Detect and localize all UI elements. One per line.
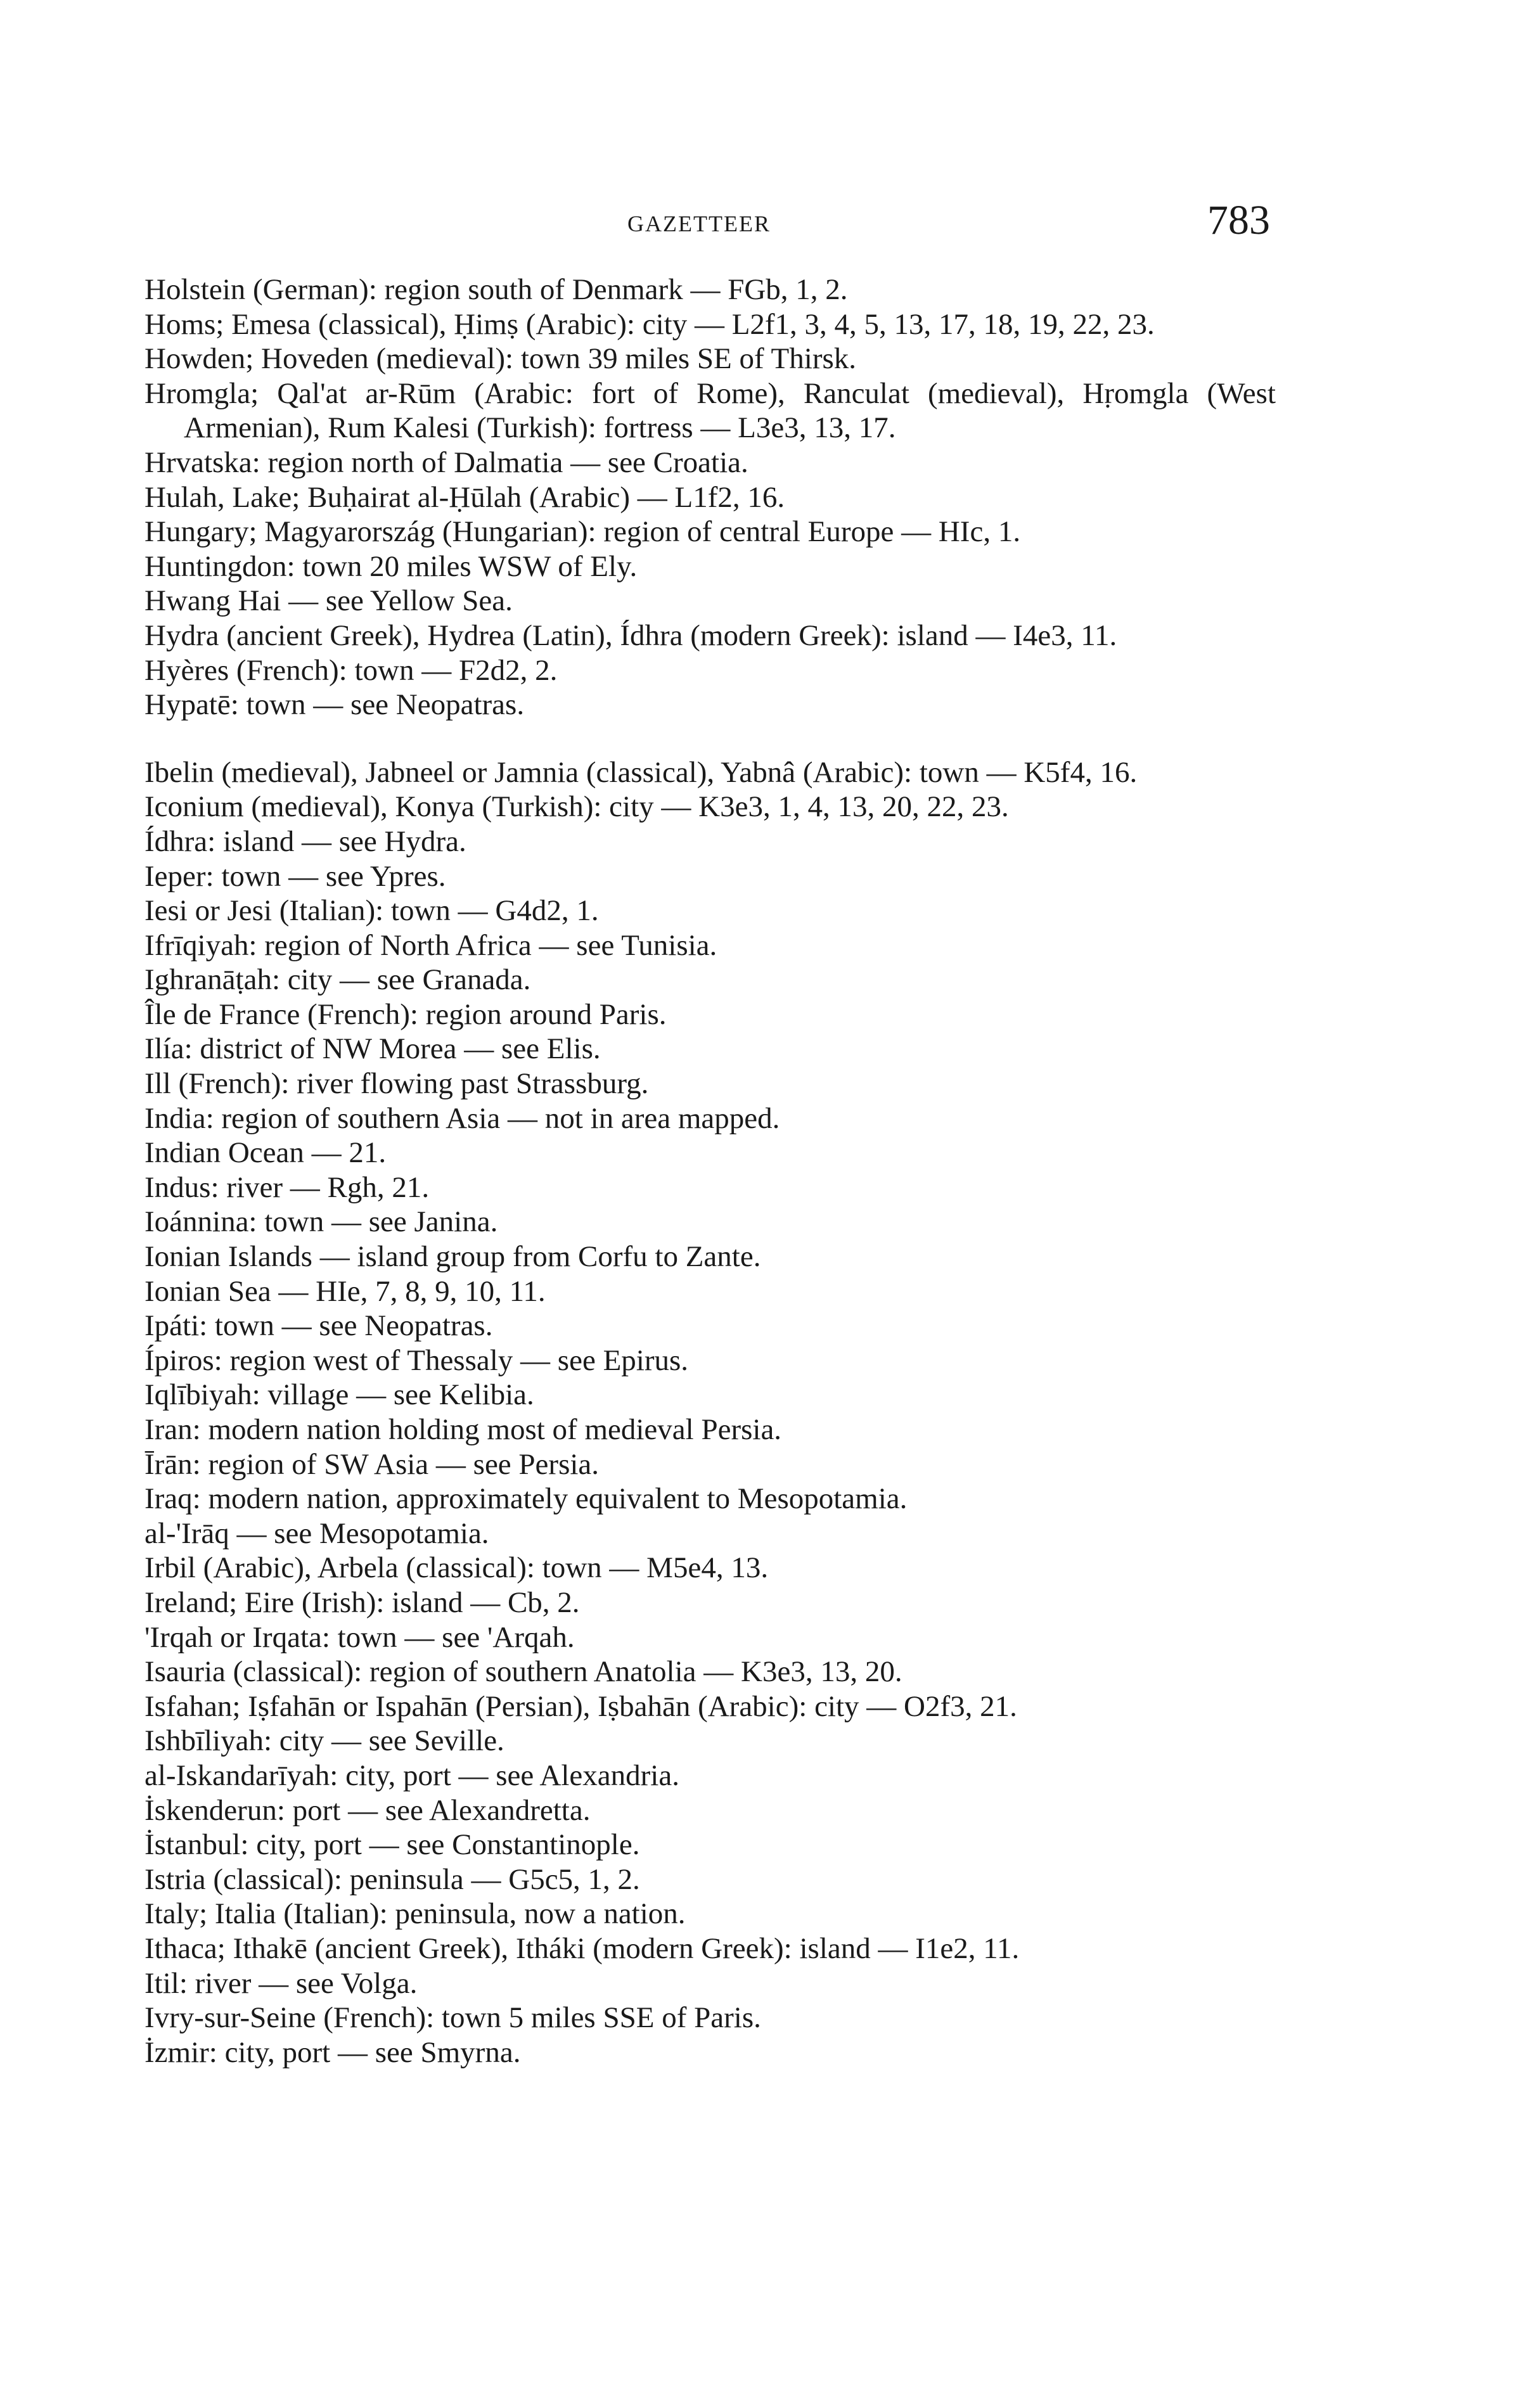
entry-hyeres: Hyères (French): town — F2d2, 2. bbox=[144, 653, 558, 687]
entry-ionian-islands: Ionian Islands — island group from Corfu to Zante. bbox=[144, 1240, 761, 1274]
entry-irqah: 'Irqah or Irqata: town — see 'Arqah. bbox=[144, 1620, 575, 1654]
section-i bbox=[144, 755, 1276, 2070]
entry-iconium: Iconium (medieval), Konya (Turkish): city — K3e3, 1, 4, 13, 20, 22, 23. bbox=[144, 790, 1009, 824]
entry-isfahan: Isfahan; Iṣfahān or Ispahān (Persian), Iṣbahān (Arabic): city — O2f3, 21. bbox=[144, 1689, 1017, 1723]
entry-iskenderun: İskenderun: port — see Alexandretta. bbox=[144, 1793, 591, 1827]
entry-hromgla: Hromgla; Qal'at ar-Rūm (Arabic: fort of Rome), Ranculat (medieval), Hṛomgla (West Armenian), Rum Kalesi (Turkish): fortress — L3e3, 13, 17. bbox=[144, 376, 1276, 445]
entry-india: India: region of southern Asia — not in area mapped. bbox=[144, 1101, 780, 1135]
entry-ill: Ill (French): river flowing past Strassburg. bbox=[144, 1067, 649, 1101]
entry-irbil: Irbil (Arabic), Arbela (classical): town — M5e4, 13. bbox=[144, 1551, 769, 1585]
entry-hydra: Hydra (ancient Greek), Hydrea (Latin), Ídhra (modern Greek): island — I4e3, 11. bbox=[144, 618, 1117, 652]
gazetteer-entries bbox=[144, 272, 1276, 2070]
entry-italy: Italy; Italia (Italian): peninsula, now a nation. bbox=[144, 1897, 686, 1931]
entry-iesi: Iesi or Jesi (Italian): town — G4d2, 1. bbox=[144, 894, 599, 928]
entry-huntingdon: Huntingdon: town 20 miles WSW of Ely. bbox=[144, 549, 638, 583]
entry-iran-persia: Īrān: region of SW Asia — see Persia. bbox=[144, 1447, 600, 1481]
entry-al-iraq: al-'Irāq — see Mesopotamia. bbox=[144, 1516, 489, 1550]
entry-ionian-sea: Ionian Sea — HIe, 7, 8, 9, 10, 11. bbox=[144, 1274, 546, 1308]
entry-ipati: Ipáti: town — see Neopatras. bbox=[144, 1309, 493, 1343]
entry-istanbul: İstanbul: city, port — see Constantinople. bbox=[144, 1828, 640, 1862]
entry-ipiros: Ípiros: region west of Thessaly — see Epirus. bbox=[144, 1343, 689, 1377]
entry-hypate: Hypatē: town — see Neopatras. bbox=[144, 688, 525, 722]
entry-ithaca: Ithaca; Ithakē (ancient Greek), Itháki (modern Greek): island — I1e2, 11. bbox=[144, 1931, 1020, 1965]
entry-istria: Istria (classical): peninsula — G5c5, 1, 2. bbox=[144, 1862, 640, 1896]
entry-iraq: Iraq: modern nation, approximately equivalent to Mesopotamia. bbox=[144, 1482, 908, 1516]
entry-ishbiliyah: Ishbīliyah: city — see Seville. bbox=[144, 1724, 504, 1758]
entry-ireland: Ireland; Eire (Irish): island — Cb, 2. bbox=[144, 1585, 580, 1619]
entry-ioannina: Ioánnina: town — see Janina. bbox=[144, 1205, 498, 1239]
entry-hulah: Hulah, Lake; Buḥairat al-Ḥūlah (Arabic) — L1f2, 16. bbox=[144, 480, 785, 514]
entry-ieper: Ieper: town — see Ypres. bbox=[144, 859, 446, 893]
entry-ifriqiyah: Ifrīqiyah: region of North Africa — see Tunisia. bbox=[144, 928, 717, 962]
entry-hungary: Hungary; Magyarország (Hungarian): region of central Europe — HIc, 1. bbox=[144, 515, 1021, 549]
entry-ivry-sur-seine: Ivry-sur-Seine (French): town 5 miles SSE of Paris. bbox=[144, 2001, 761, 2035]
entry-isauria: Isauria (classical): region of southern Anatolia — K3e3, 13, 20. bbox=[144, 1655, 902, 1689]
entry-homs: Homs; Emesa (classical), Ḥimṣ (Arabic): city — L2f1, 3, 4, 5, 13, 17, 18, 19, 22, 23. bbox=[144, 307, 1155, 341]
entry-hwang-hai: Hwang Hai — see Yellow Sea. bbox=[144, 584, 513, 618]
page-number: 783 bbox=[1207, 197, 1270, 243]
entry-indian-ocean: Indian Ocean — 21. bbox=[144, 1136, 387, 1170]
entry-ile-de-france: Île de France (French): region around Paris. bbox=[144, 997, 667, 1031]
entry-howden: Howden; Hoveden (medieval): town 39 miles SE of Thirsk. bbox=[144, 342, 857, 376]
section-h bbox=[144, 272, 1276, 722]
entry-itil: Itil: river — see Volga. bbox=[144, 1966, 418, 2000]
entry-ibelin: Ibelin (medieval), Jabneel or Jamnia (classical), Yabnâ (Arabic): town — K5f4, 16. bbox=[144, 755, 1138, 789]
running-head: GAZETTEER bbox=[627, 211, 771, 236]
entry-holstein: Holstein (German): region south of Denmark — FGb, 1, 2. bbox=[144, 273, 848, 306]
entry-izmir: İzmir: city, port — see Smyrna. bbox=[144, 2035, 521, 2069]
entry-idhra: Ídhra: island — see Hydra. bbox=[144, 824, 466, 858]
entry-ilia: Ilía: district of NW Morea — see Elis. bbox=[144, 1032, 601, 1066]
entry-iran: Iran: modern nation holding most of medieval Persia. bbox=[144, 1413, 782, 1446]
entry-indus: Indus: river — Rgh, 21. bbox=[144, 1170, 430, 1204]
entry-hrvatska: Hrvatska: region north of Dalmatia — see Croatia. bbox=[144, 445, 748, 479]
entry-ighranatah: Ighranāṭah: city — see Granada. bbox=[144, 963, 531, 997]
entry-iqlibiyah: Iqlībiyah: village — see Kelibia. bbox=[144, 1378, 534, 1412]
entry-al-iskandariyah: al-Iskandarīyah: city, port — see Alexandria. bbox=[144, 1758, 679, 1792]
